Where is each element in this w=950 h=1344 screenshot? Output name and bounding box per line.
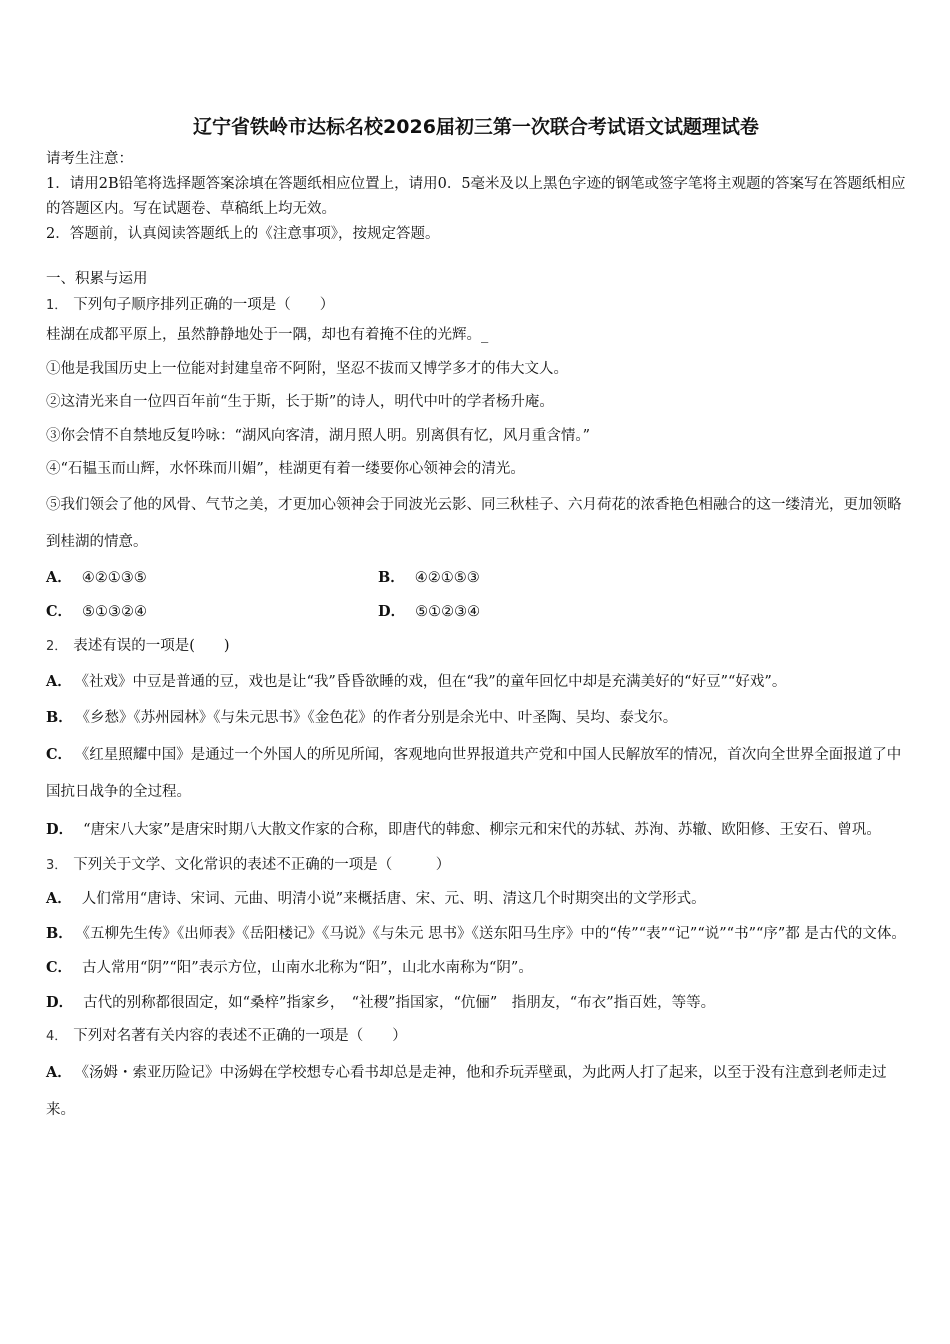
question-stem bbox=[46, 1020, 906, 1054]
question-text: 下列句子顺序排列正确的一项是（ ） bbox=[73, 297, 335, 313]
options-row bbox=[46, 595, 906, 630]
section-heading: 一、积累与运用 bbox=[46, 271, 148, 287]
option-b[interactable]: B． ④②①⑤③ bbox=[378, 568, 480, 586]
question-2 bbox=[46, 630, 906, 849]
question-number: 4． bbox=[46, 1029, 68, 1044]
option-d[interactable]: D． 古代的别称都很固定，如“桑梓”指家乡， “社稷”指国家，“伉俪” 指朋友，“布衣”指百姓，等等。 bbox=[46, 993, 716, 1011]
sentence-item: ③你会情不自禁地反复吟咏：“湖风向客清，湖月照人明。别离俱有忆，风月重含情。” bbox=[46, 427, 591, 444]
option-b[interactable]: B． 《五柳先生传》《出师表》《岳阳楼记》《马说》《与朱元 思书》《送东阳马生序》中的“传”“表”“记”“说”“书”“序”都 是古代的文体。 bbox=[46, 924, 906, 942]
page-title: 辽宁省铁岭市达标名校2026届初三第一次联合考试语文试题理试卷 bbox=[193, 116, 759, 138]
option-b[interactable]: B． 《乡愁》《苏州园林》《与朱元思书》《金色花》的作者分别是余光中、叶圣陶、吴均、泰戈尔。 bbox=[46, 709, 678, 726]
question-number: 2． bbox=[46, 638, 68, 654]
option-a[interactable]: A． 《汤姆・索亚历险记》中汤姆在学校想专心看书却总是走神，他和乔玩弄壁虱，为此两人打了起来，以至于没有注意到老师走过来。 bbox=[46, 1063, 887, 1118]
question-text: 下列对名著有关内容的表述不正确的一项是（ ） bbox=[73, 1028, 407, 1044]
notice-item: 2．答题前，认真阅读答题纸上的《注意事项》，按规定答题。 bbox=[46, 226, 440, 242]
sentence-item: ②这清光来自一位四百年前“生于斯，长于斯”的诗人，明代中叶的学者杨升庵。 bbox=[46, 394, 554, 410]
question-1 bbox=[46, 292, 906, 630]
notice-item: 1．请用2B铅笔将选择题答案涂填在答题纸相应位置上，请用0．5毫米及以上黑色字迹的钢笔或签字笔将主观题的答案写在答题纸相应的答题区内。写在试题卷、草稿纸上均无效。 bbox=[46, 176, 906, 217]
passage-intro: 桂湖在成都平原上，虽然静静地处于一隅，却也有着掩不住的光辉。_ bbox=[46, 327, 489, 343]
option-d[interactable]: D． “唐宋八大家”是唐宋时期八大散文作家的合称，即唐代的韩愈、柳宗元和宋代的苏轼、苏洵、苏辙、欧阳修、王安石、曾巩。 bbox=[46, 820, 881, 838]
question-number: 1． bbox=[46, 298, 68, 313]
question-number: 3． bbox=[46, 857, 68, 873]
option-c[interactable]: C． 《红星照耀中国》是通过一个外国人的所见所闻，客观地向世界报道共产党和中国人民解放军的情况，首次向全世界全面报道了中国抗日战争的全过程。 bbox=[46, 745, 902, 800]
notice-heading: 请考生注意： bbox=[46, 151, 133, 167]
question-4 bbox=[46, 1020, 906, 1129]
question-stem bbox=[46, 292, 906, 319]
options-row bbox=[46, 561, 906, 596]
option-a[interactable]: A． 人们常用“唐诗、宋词、元曲、明清小说”来概括唐、宋、元、明、清这几个时期突出的文学形式。 bbox=[46, 890, 706, 907]
question-text: 表述有误的一项是( ) bbox=[73, 637, 230, 654]
option-a[interactable]: A． 《社戏》中豆是普通的豆，戏也是让“我”昏昏欲睡的戏，但在“我”的童年回忆中却是充满美好的“好豆”“好戏”。 bbox=[46, 673, 787, 690]
option-c[interactable]: C． ⑤①③②④ bbox=[46, 603, 148, 620]
option-c[interactable]: C． 古人常用“阴”“阳”表示方位，山南水北称为“阳”，山北水南称为“阴”。 bbox=[46, 959, 533, 976]
question-stem bbox=[46, 849, 906, 883]
question-3 bbox=[46, 849, 906, 1021]
question-stem bbox=[46, 630, 906, 664]
option-a[interactable]: A． ④②①③⑤ bbox=[46, 568, 147, 586]
sentence-item: ①他是我国历史上一位能对封建皇帝不阿附，坚忍不拔而又博学多才的伟大文人。 bbox=[46, 360, 568, 377]
question-text: 下列关于文学、文化常识的表述不正确的一项是（ ） bbox=[73, 856, 451, 873]
sentence-item: ④“石韫玉而山辉，水怀珠而川媚”，桂湖更有着一缕要你心领神会的清光。 bbox=[46, 461, 525, 477]
notice-block bbox=[46, 147, 906, 247]
option-d[interactable]: D． ⑤①②③④ bbox=[378, 603, 481, 620]
sentence-item: ⑤我们领会了他的风骨、气节之美，才更加心领神会于同波光云影、同三秋桂子、六月荷花的浓香艳色相融合的这一缕清光，更加领略到桂湖的情意。 bbox=[46, 496, 902, 550]
